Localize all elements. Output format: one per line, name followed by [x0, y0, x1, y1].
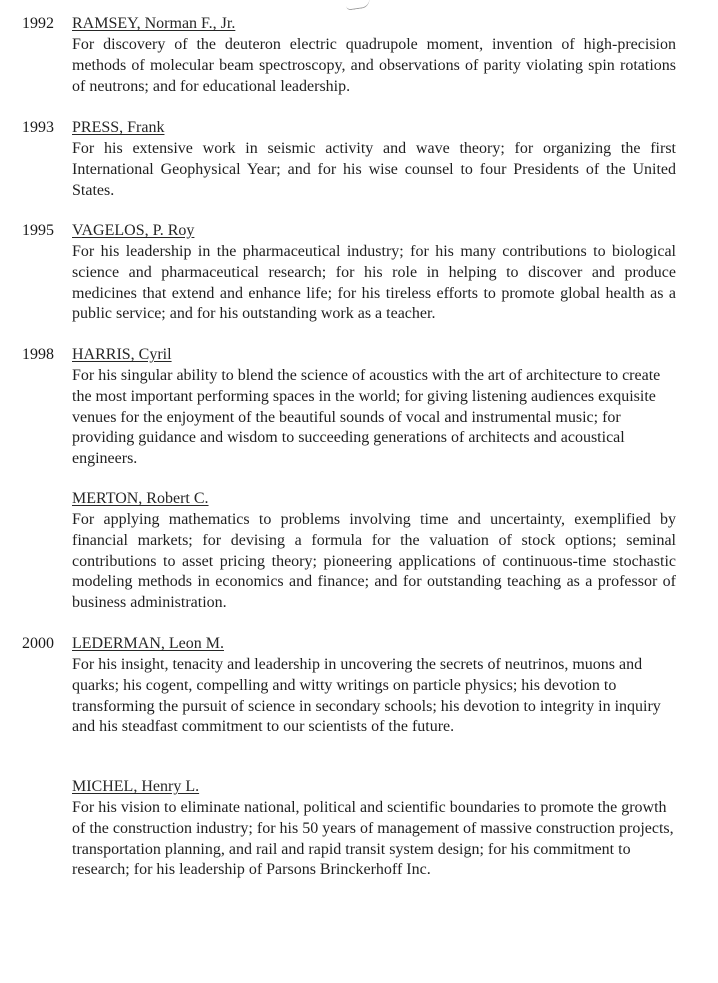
recipient-name: VAGELOS, P. Roy — [72, 222, 195, 239]
entry-year: 1998 — [22, 346, 54, 363]
award-entry-vagelos — [22, 221, 682, 325]
recipient-name: HARRIS, Cyril — [72, 346, 172, 363]
recipient-name: MERTON, Robert C. — [72, 490, 209, 507]
entry-citation: For applying mathematics to problems involving time and uncertainty, exemplified by financial markets; for devising a formula for the valuation of stock options; seminal contributions to asset pricing theory; pioneering applications of continuous-time stochastic modeling methods in economics and finance; and for outstanding teaching as a professor of business administration. — [72, 511, 676, 612]
entry-header — [22, 118, 682, 138]
recipient-name: MICHEL, Henry L. — [72, 778, 200, 795]
award-entry-merton — [22, 489, 682, 614]
entry-header — [22, 221, 682, 241]
entry-year: 1993 — [22, 119, 54, 136]
entry-year: 1995 — [22, 222, 54, 239]
award-entry-harris — [22, 345, 682, 470]
page-number-mark — [345, 0, 370, 11]
entry-header — [22, 345, 682, 365]
award-entry-ramsey — [22, 14, 682, 97]
entry-header — [22, 634, 682, 654]
award-entry-lederman — [22, 634, 682, 738]
entry-year: 1992 — [22, 15, 54, 32]
entry-citation: For discovery of the deuteron electric quadrupole moment, invention of high-precision methods of molecular beam spectroscopy, and observations of parity violating spin rotations of neutrons; and for educational leadership. — [72, 36, 676, 95]
entry-citation: For his singular ability to blend the science of acoustics with the art of architecture to create the most important performing spaces in the world; for giving listening audiences exquisite venues for the enjoyment of the beautiful sounds of vocal and instrumental music; for providing guidance and wisdom to succeeding generations of architects and acoustical engineers. — [72, 367, 661, 468]
award-entry-press — [22, 118, 682, 201]
entry-citation: For his leadership in the pharmaceutical industry; for his many contributions to biological science and pharmaceutical research; for his role in helping to discover and produce medicines that extend and enhance life; for his tireless efforts to promote global health as a public service; and for his outstanding work as a teacher. — [72, 243, 676, 323]
entry-header — [22, 489, 682, 509]
entry-year: 2000 — [22, 635, 54, 652]
entry-citation: For his insight, tenacity and leadership in uncovering the secrets of neutrinos, muons and quarks; his cogent, compelling and witty writings on particle physics; his devotion to transforming the pursuit of science in secondary schools; his devotion to integrity in inquiry and his steadfast commitment to our scientists of the future. — [72, 656, 661, 736]
entry-citation: For his extensive work in seismic activity and wave theory; for organizing the first International Geophysical Year; and for his wise counsel to four Presidents of the United States. — [72, 140, 676, 199]
entry-citation: For his vision to eliminate national, political and scientific boundaries to promote the growth of the construction industry; for his 50 years of management of massive construction projects, transportation planning, and rail and rapid transit system design; for his commitment to research; for his leadership of Parsons Brinckerhoff Inc. — [72, 799, 674, 879]
entry-header — [22, 14, 682, 34]
recipient-name: LEDERMAN, Leon M. — [72, 635, 224, 652]
recipient-name: PRESS, Frank — [72, 119, 165, 136]
recipient-name: RAMSEY, Norman F., Jr. — [72, 15, 236, 32]
award-entry-michel — [22, 777, 682, 881]
entry-header — [22, 777, 682, 797]
